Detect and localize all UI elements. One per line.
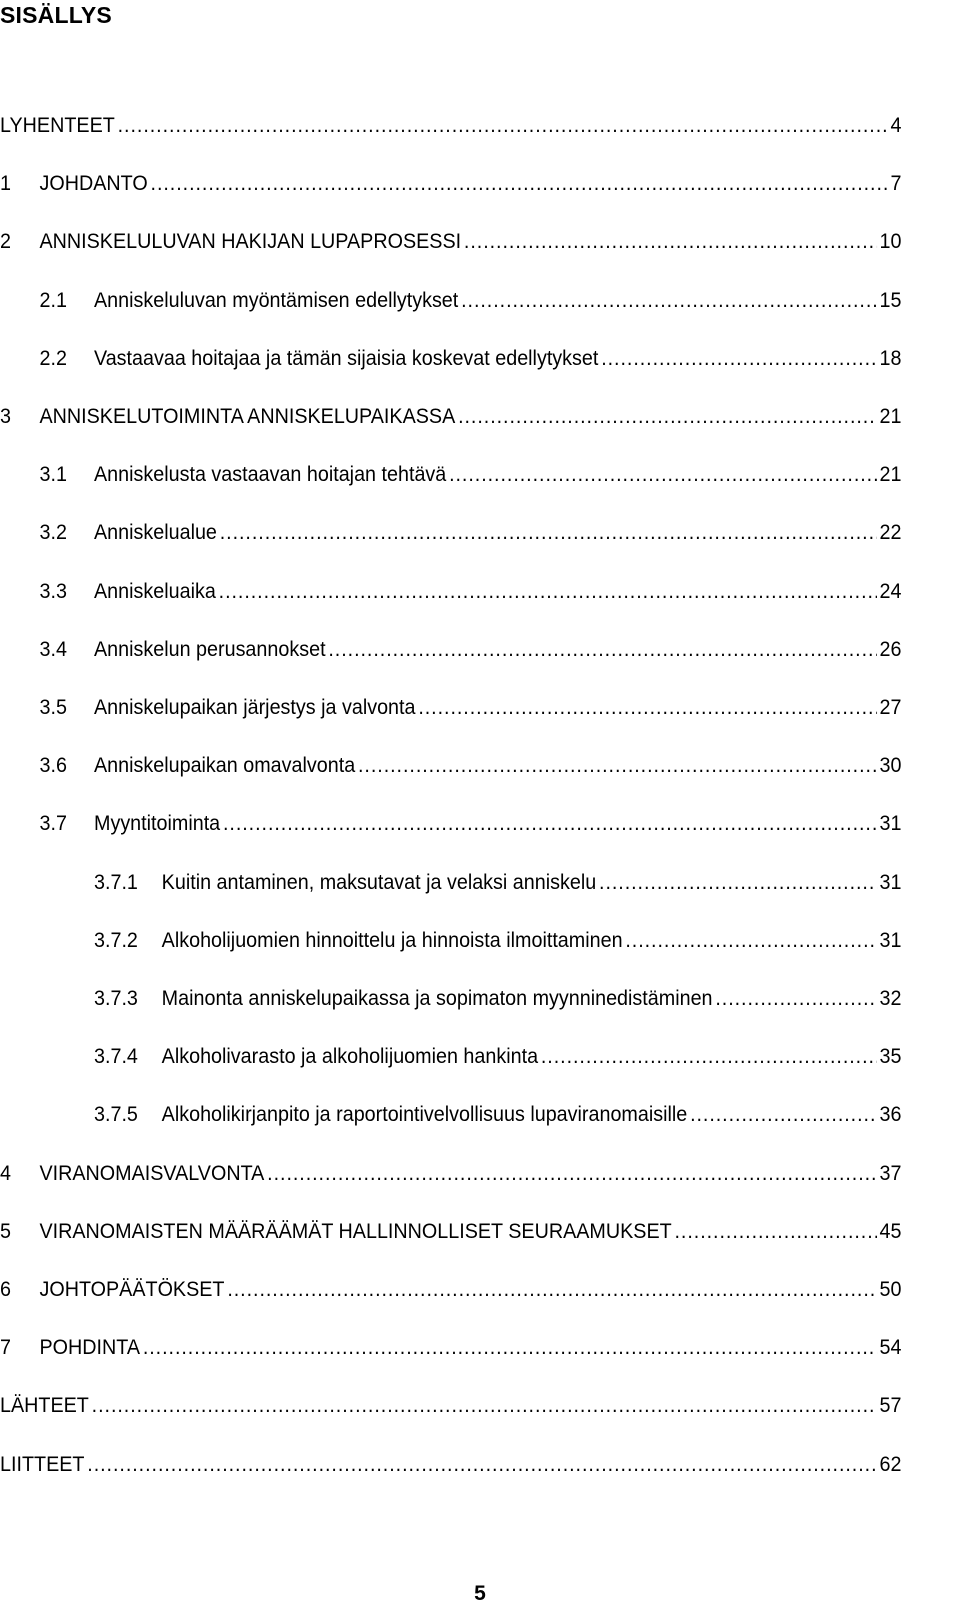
toc-entry-title: POHDINTA <box>39 1336 141 1359</box>
toc-entry[interactable] <box>0 575 901 609</box>
toc-entry[interactable] <box>0 924 901 958</box>
dot-leader <box>599 866 877 900</box>
toc-entry[interactable] <box>0 1389 901 1423</box>
toc-entry-number: 5 <box>0 1220 11 1243</box>
toc-entry[interactable] <box>0 982 901 1016</box>
toc-entry[interactable] <box>0 633 901 667</box>
dot-leader <box>223 807 877 841</box>
page-number: 5 <box>474 1582 486 1605</box>
toc-entry[interactable] <box>0 1098 901 1132</box>
toc-entry-page: 45 <box>879 1220 902 1243</box>
toc-entry-number: 1 <box>0 172 11 195</box>
toc-entry[interactable] <box>0 225 901 259</box>
toc-entry-page: 31 <box>879 929 902 952</box>
toc-entry-page: 24 <box>879 580 902 603</box>
toc-entry[interactable] <box>0 691 901 725</box>
toc-entry-number: 7 <box>0 1336 11 1359</box>
toc-entry-title: Anniskelupaikan järjestys ja valvonta <box>94 696 416 719</box>
toc-entry-number: 3.7.2 <box>94 929 138 952</box>
toc-entry[interactable] <box>0 749 901 783</box>
toc-entry-page: 21 <box>879 405 902 428</box>
toc-entry-number: 3.7.1 <box>94 871 138 894</box>
toc-entry-page: 10 <box>879 230 902 253</box>
toc-entry-number: 2 <box>0 230 11 253</box>
toc-entry-title: Alkoholikirjanpito ja raportointivelvollisuus lupaviranomaisille <box>161 1103 688 1126</box>
toc-entry-page: 54 <box>879 1336 902 1359</box>
toc-entry-title: Anniskeluaika <box>94 580 216 603</box>
toc-entry-number: 2.2 <box>39 347 67 370</box>
toc-entry-number: 3.1 <box>39 463 67 486</box>
dot-leader <box>328 633 876 667</box>
toc-entry-title: Mainonta anniskelupaikassa ja sopimaton myynninedistäminen <box>161 987 713 1010</box>
toc-entry[interactable] <box>0 1157 901 1191</box>
toc-entry-page: 32 <box>879 987 902 1010</box>
toc-entry-number: 3.7.3 <box>94 987 138 1010</box>
toc-entry-number: 3.5 <box>39 696 67 719</box>
toc-entry-page: 4 <box>890 114 902 137</box>
toc-entry-page: 57 <box>879 1394 902 1417</box>
toc-entry-number: 2.1 <box>39 289 67 312</box>
toc-entry-title: Kuitin antaminen, maksutavat ja velaksi anniskelu <box>161 871 597 894</box>
toc-entry-title: Myyntitoiminta <box>94 812 221 835</box>
toc-entry[interactable] <box>0 1215 901 1249</box>
toc-entry-title: LIITTEET <box>0 1453 85 1476</box>
toc-entry-number: 3.2 <box>39 521 67 544</box>
toc-entry-page: 31 <box>879 812 902 835</box>
toc-entry-title: ANNISKELUTOIMINTA ANNISKELUPAIKASSA <box>39 405 456 428</box>
dot-leader <box>461 284 877 318</box>
toc-entry[interactable] <box>0 1331 901 1365</box>
toc-entry-title: Anniskelualue <box>94 521 217 544</box>
toc-entry[interactable] <box>0 284 901 318</box>
page-title: SISÄLLYS <box>0 2 112 28</box>
toc-entry-number: 6 <box>0 1278 11 1301</box>
toc-entry-title: VIRANOMAISVALVONTA <box>39 1162 265 1185</box>
toc-entry-page: 26 <box>879 638 902 661</box>
toc-entry-title: LÄHTEET <box>0 1394 89 1417</box>
toc-entry-title: Alkoholijuomien hinnoittelu ja hinnoista ilmoittaminen <box>161 929 623 952</box>
toc-entry-page: 27 <box>879 696 902 719</box>
dot-leader <box>601 342 876 376</box>
dot-leader <box>267 1157 877 1191</box>
toc-entry[interactable] <box>0 167 901 201</box>
toc-entry-page: 21 <box>879 463 902 486</box>
toc-entry[interactable] <box>0 109 901 143</box>
dot-leader <box>449 458 877 492</box>
dot-leader <box>418 691 876 725</box>
toc-entry-page: 30 <box>879 754 902 777</box>
dot-leader <box>464 225 877 259</box>
toc-entry-number: 3 <box>0 405 11 428</box>
toc-entry-page: 15 <box>879 289 902 312</box>
toc-entry-title: JOHTOPÄÄTÖKSET <box>39 1278 225 1301</box>
toc-entry-number: 3.4 <box>39 638 67 661</box>
toc-entry[interactable] <box>0 458 901 492</box>
toc-entry-title: JOHDANTO <box>39 172 148 195</box>
dot-leader <box>219 575 877 609</box>
toc-entry[interactable] <box>0 1273 901 1307</box>
dot-leader <box>87 1448 876 1482</box>
toc-entry-page: 7 <box>890 172 902 195</box>
toc-entry-page: 35 <box>879 1045 902 1068</box>
dot-leader <box>690 1098 877 1132</box>
toc-entry-title: Alkoholivarasto ja alkoholijuomien hankinta <box>161 1045 539 1068</box>
toc-entry-page: 18 <box>879 347 902 370</box>
toc-entry[interactable] <box>0 1448 901 1482</box>
dot-leader <box>625 924 876 958</box>
toc-entry[interactable] <box>0 342 901 376</box>
toc-entry[interactable] <box>0 1040 901 1074</box>
toc-entry-page: 62 <box>879 1453 902 1476</box>
dot-leader <box>458 400 877 434</box>
dot-leader <box>92 1389 877 1423</box>
toc-entry-page: 22 <box>879 521 902 544</box>
dot-leader <box>118 109 888 143</box>
toc-entry[interactable] <box>0 866 901 900</box>
toc-entry-page: 37 <box>879 1162 902 1185</box>
dot-leader <box>143 1331 877 1365</box>
toc-entry-number: 4 <box>0 1162 11 1185</box>
toc-entry-title: Vastaavaa hoitajaa ja tämän sijaisia koskevat edellytykset <box>94 347 599 370</box>
toc-entry[interactable] <box>0 400 901 434</box>
toc-entry-title: ANNISKELULUVAN HAKIJAN LUPAPROSESSI <box>39 230 462 253</box>
toc-entry[interactable] <box>0 516 901 550</box>
toc-entry-title: Anniskelun perusannokset <box>94 638 326 661</box>
toc-entry-title: Anniskeluluvan myöntämisen edellytykset <box>94 289 459 312</box>
toc-entry-page: 50 <box>879 1278 902 1301</box>
toc-entry-title: VIRANOMAISTEN MÄÄRÄÄMÄT HALLINNOLLISET SEURAAMUKSET <box>39 1220 672 1243</box>
toc-entry-title: Anniskelusta vastaavan hoitajan tehtävä <box>94 463 447 486</box>
dot-leader <box>541 1040 877 1074</box>
dot-leader <box>227 1273 876 1307</box>
dot-leader <box>151 167 888 201</box>
toc-entry-number: 3.3 <box>39 580 67 603</box>
toc-entry-page: 36 <box>879 1103 902 1126</box>
toc-entry-number: 3.7.5 <box>94 1103 138 1126</box>
toc-entry-title: LYHENTEET <box>0 114 115 137</box>
toc-entry-number: 3.7 <box>39 812 67 835</box>
toc-entry-page: 31 <box>879 871 902 894</box>
toc-entry[interactable] <box>0 807 901 841</box>
toc-entry-number: 3.6 <box>39 754 67 777</box>
dot-leader <box>715 982 876 1016</box>
toc-entry-title: Anniskelupaikan omavalvonta <box>94 754 356 777</box>
toc-entry-number: 3.7.4 <box>94 1045 138 1068</box>
dot-leader <box>220 516 877 550</box>
dot-leader <box>358 749 877 783</box>
dot-leader <box>674 1215 876 1249</box>
